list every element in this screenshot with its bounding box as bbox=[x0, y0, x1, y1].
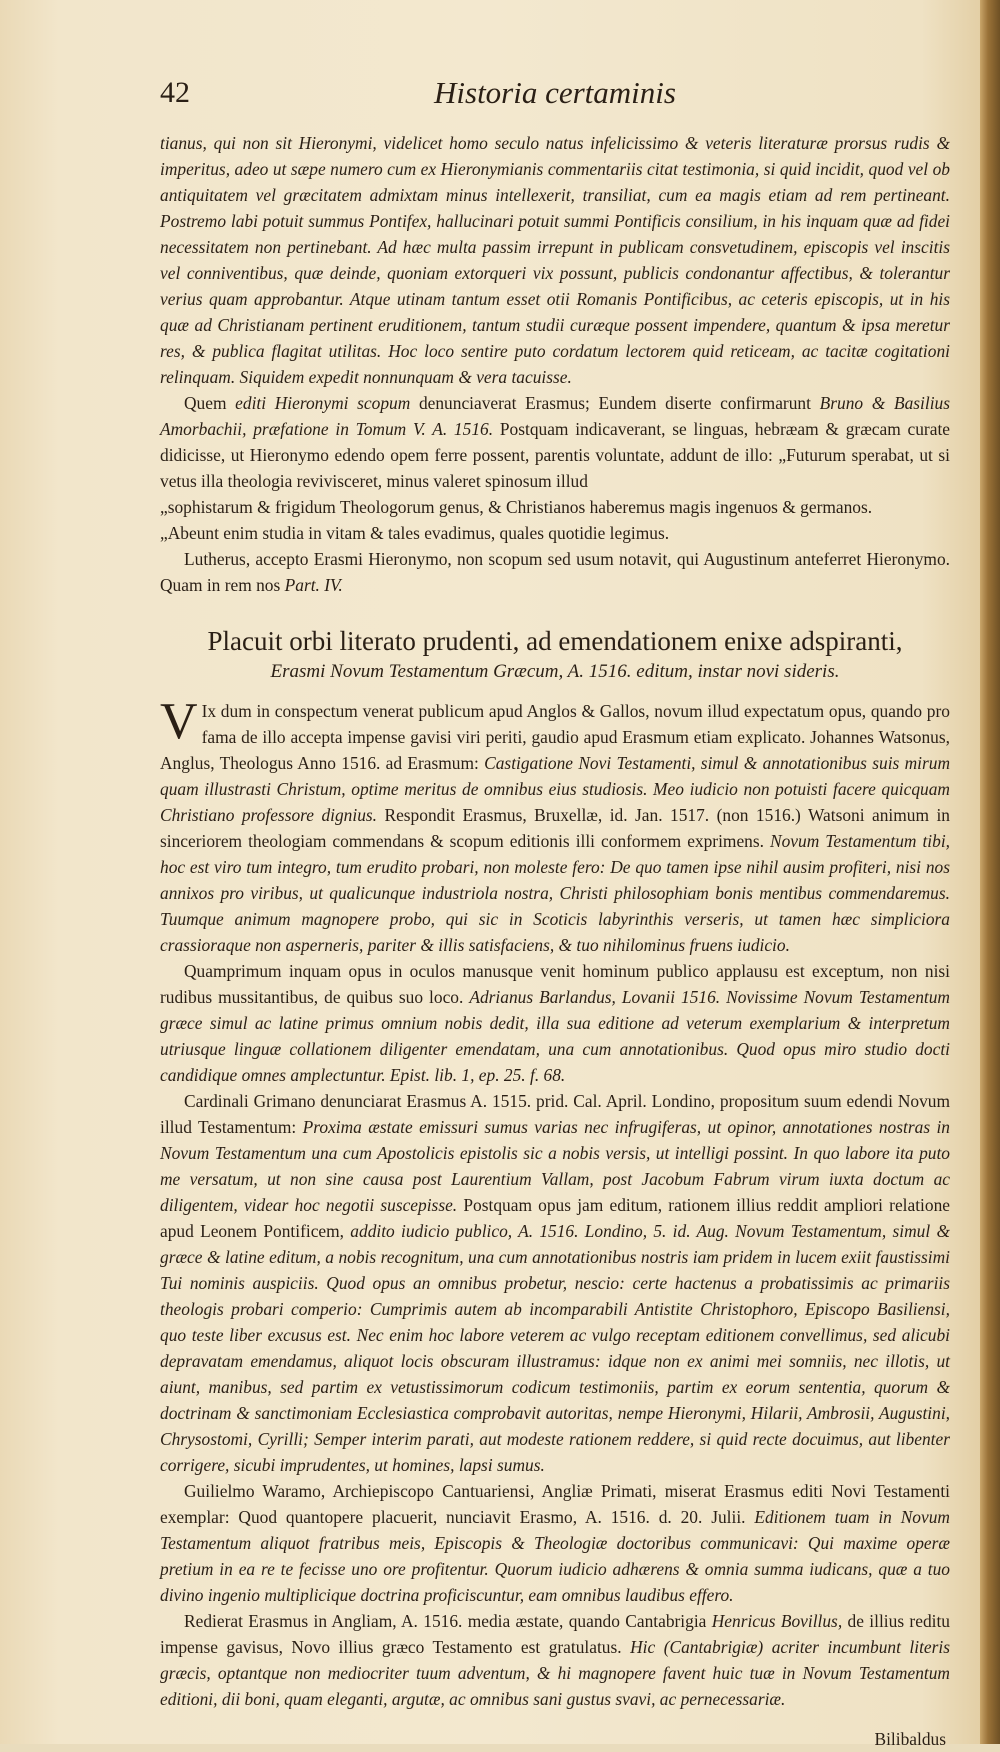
paragraph-quamprimum bbox=[160, 958, 950, 1088]
section-heading-sub: Erasmi Novum Testamentum Græcum, A. 1516. editum, instar novi sideris. bbox=[270, 661, 840, 682]
text-run: Postquam indicaverant, se linguas, hebræam & græcam curate didicisse, ut Hieronymo edendo opem ferre possent, parentis voluntate, addunt de illo: bbox=[160, 419, 950, 465]
paragraph-waramo bbox=[160, 1478, 950, 1608]
quoted-text: tianus, qui non sit Hieronymi, videlicet homo seculo natus infelicissimo & veteris literaturæ prorsus rudis & imperitus, adeo ut sæpe numero cum ex Hieronymianis commentariis citat testimonia, si quid incidit, quod vel ob antiquitatem vel græcitatem admixtam minus intellexerit, transiliat, cum ea magis etiam ad rem pertineant. Postremo labi potuit summus Pontifex, hallucinari potuit summi Pontificis consilium, in his inquam quæ ad fidei necessitatem non pertinebant. Ad hæc multa passim irrepunt in publicam consvetudinem, episcopis vel inscitis vel conniventibus, quæ deinde, quoniam extorqueri vix possunt, publicis condonantur affectibus, & tolerantur verius quam approbantur. Atque utinam tantum esset otii Romanis Pontificibus, ac ceteris episcopis, ut in his quæ ad Christianam pertinent eruditionem, tantum studii curæque possent impendere, quantum & ipsa meretur res, & publica flagitat utilitas. Hoc loco sentire puto cordatum lectorem quid reticeam, ac tacitæ cogitationi relinquam. Siquidem expedit nonnunquam & vera tacuisse. bbox=[160, 133, 950, 387]
text-run: Hic (Cantabrigiæ) acriter incumbunt literis græcis, optantque non mediocriter tuum adventum, & hi magnopere favent huic tuæ in Novum Testamentum editioni, dii boni, quam eleganti, argutæ, ac omnibus sani gustus svavi, ac pernecessariæ. bbox=[160, 1637, 950, 1709]
text-run: Quem bbox=[184, 393, 236, 413]
paragraph-vix-dum bbox=[160, 693, 951, 958]
drop-cap: V bbox=[160, 693, 198, 750]
paragraph-lutherus bbox=[160, 546, 950, 598]
text-run: Editionem tuam in Novum Testamentum aliquot fratribus meis, Episcopis & Theologiæ doctoribus communicavi: Qui maxime operæ pretium in ea re te fecisse uno ore profitentur. Quorum iudicio adhærens & omnia summa iudicans, quæ a tuo divino ingenio multiplicique doctrina proficiscuntur, eam omnibus laudibus effero. bbox=[160, 1507, 950, 1605]
text-run: Redierat Erasmus in Angliam, A. 1516. media æstate, quando Cantabrigia bbox=[184, 1611, 712, 1631]
section-heading bbox=[160, 624, 950, 686]
text-run: Part. IV. bbox=[284, 575, 343, 595]
text-run: addito iudicio publico, A. 1516. Londino, 5. id. Aug. Novum Testamentum, simul & græce & latine editum, a nobis recognitum, una cum annotationibus nostris iam pridem in lucem exiit faustissimi Tui nominis auspiciis. Quod opus an omnibus probetur, nescio: certe hactenus a probatissimis ac primariis theologis probari comperio: Cumprimis autem ab incomparabili Antistite Christophoro, Episcopo Basiliensi, quo teste liber excusus est. Nec enim hoc labore veterem ac vulgo receptam editionem convellimus, sed alicubi depravatam emendamus, aliquot locis obscuram illustramus: idque non ex animi mei somniis, nec illotis, ut aiunt, manibus, sed partim ex vetustissimorum codicum testimoniis, partim ex eorum sententia, quorum & doctrinam & sanctimoniam Ecclesiastica comprobavit autoritas, nempe Hieronymi, Hilarii, Ambrosii, Augustini, Chrysostomi, Cyrilli; Semper interim parati, aut modeste rationem reddere, si quid recte docuimus, aut libenter corrigere, sicubi imprudentes, ut homines, lapsi sumus. bbox=[160, 1221, 950, 1475]
text-run: Ix dum in conspectum venerat publicum apud Anglos & Gallos, novum illud expectatum opus, quando pro fama de illo accepta impense gavisi viri periti, gaudio apud Erasmum etiam explicato. Johannes Watsonus, Anglus, Theologus Anno 1516. ad Erasmum: bbox=[160, 701, 950, 773]
text-run: de illius reditu impense gavisus, Novo illius græco Testamento est gratulatus. bbox=[160, 1611, 950, 1657]
quote-line: „Abeunt enim studia in vitam & tales evadimus, quales quotidie legimus. bbox=[160, 523, 670, 543]
paragraph-continuation bbox=[160, 130, 950, 390]
page-content bbox=[160, 75, 951, 1752]
text-run: Castigatione Novi Testamenti, simul & annotationibus suis mirum quam illustrasti Christum, optime meritus de omnibus eius studiosis. Meo iudicio non potuisti facere quicquam Christiano professore dignius. bbox=[160, 753, 951, 825]
page-edge bbox=[980, 0, 1000, 1744]
catchword: Bilibaldus bbox=[874, 1729, 946, 1749]
paragraph-grimano bbox=[160, 1088, 950, 1478]
text-run: Novum Testamentum tibi, hoc est viro tum integro, tum erudito probari, non moleste fero: De quo tamen ipse nihil ausim profiteri, nisi nos annixos pro viribus, ut qualicunque industriola nostra, Christi philosophiam bonis mentibus commendaremus. Tuumque animum magnopere probo, qui sic in Scoticis labyrinthis verseris, ut tamen hæc simpliciora crassioraque non asperneris, pariter & illis satisfaciens, & tuo nihilominus fruens iudicio. bbox=[160, 831, 950, 955]
text-run: editi Hieronymi scopum bbox=[235, 393, 411, 413]
text-run: Quamprimum inquam opus in oculos manusque venit hominum publico applausu est exceptum, non nisi rudibus mussitantibus, de quibus suo loco. bbox=[160, 961, 950, 1007]
paragraph-bovillus bbox=[160, 1608, 950, 1712]
text-run: Adrianus Barlandus, Lovanii 1516. Novissime Novum Testamentum græce simul ac latine primus omnium nobis dedit, illa sua editione ad veterum exemplarium & interpretum utriusque linguæ collationem diligenter emendatam, una cum annotationibus. Quod opus miro studio docti candidique omnes amplectuntur. Epist. lib. 1, ep. 25. f. 68. bbox=[160, 987, 950, 1085]
text-run: Guilielmo Waramo, Archiepiscopo Cantuariensi, Angliæ Primati, miserat Erasmus editi Novi Testamenti exemplar: Quod quantopere placuerit, nunciavit Erasmo, A. 1516. d. 20. Julii. bbox=[160, 1481, 950, 1527]
paragraph-amorbach bbox=[160, 390, 950, 546]
text-run: Proxima æstate emissuri sumus varias nec infrugiferas, ut opinor, annotationes nostras in Novum Testamentum una cum Apostolicis epistolis sic a nobis versis, ut intelligi possint. In quo labore ita puto me versatum, ut non sine causa post Laurentium Vallam, post Jacobum Fabrum virum iuxta doctum ac diligentem, videar hoc negotii suscepisse. bbox=[160, 1117, 950, 1215]
section-heading-main: Placuit orbi literato prudenti, ad emendationem enixe adspiranti, bbox=[207, 626, 903, 656]
quote-line: „Futurum sperabat, ut si vetus illa theologia revivisceret, minus valeret spinosum illud bbox=[160, 445, 950, 491]
text-run: Lutherus, accepto Erasmi Hieronymo, non scopum sed usum notavit, qui Augustinum anteferret Hieronymo. Quam in rem nos bbox=[160, 549, 950, 595]
text-run: Henricus Bovillus, bbox=[711, 1611, 843, 1631]
text-run: Postquam opus jam editum, rationem illius reddit ampliori relatione apud Leonem Pontificem, bbox=[160, 1195, 950, 1241]
running-title: Historia certaminis bbox=[434, 75, 676, 110]
text-run: denunciaverat Erasmus; Eundem diserte confirmarunt bbox=[410, 393, 820, 413]
page-number: 42 bbox=[160, 76, 190, 109]
text-run: Bruno & Basilius Amorbachii, præfatione in Tomum V. A. 1516. bbox=[160, 393, 950, 439]
text-run: Respondit Erasmus, Bruxellæ, id. Jan. 1517. (non 1516.) Watsoni animum in sinceriorem theologiam commendans & scopum editionis illi conformem exprimens. bbox=[160, 805, 950, 851]
text-run: Cardinali Grimano denunciarat Erasmus A. 1515. prid. Cal. April. Londino, propositum suum edendi Novum illud Testamentum: bbox=[160, 1091, 950, 1137]
quote-line: „sophistarum & frigidum Theologorum genus, & Christianos haberemus magis ingenuos & germanos. bbox=[160, 497, 873, 517]
running-head bbox=[160, 75, 950, 122]
